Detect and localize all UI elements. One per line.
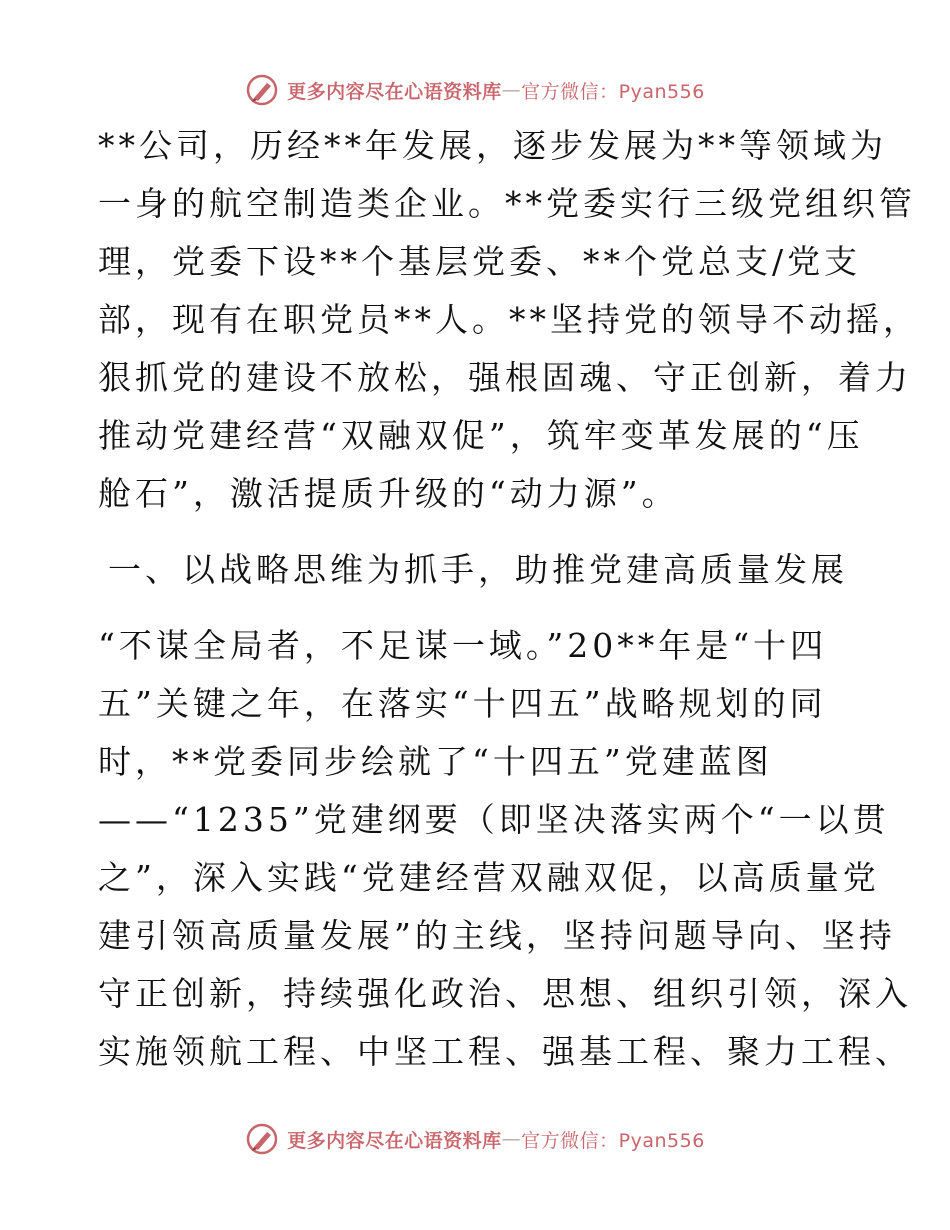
header-watermark — [0, 70, 950, 110]
paragraph-line: 狠抓党的建设不放松，强根固魂、守正创新，着力 — [98, 358, 912, 397]
paragraph-line: 时，**党委同步绘就了“十四五”党建蓝图 — [98, 742, 773, 781]
watermark-main-text: 更多内容尽在心语资料库 — [287, 1129, 502, 1152]
pen-logo-icon — [245, 73, 279, 107]
watermark-separator: — — [501, 79, 522, 101]
paragraph-line: 五”关键之年，在落实“十四五”战略规划的同 — [98, 684, 827, 723]
watermark-separator: — — [501, 1128, 522, 1150]
paragraph-line: 之”，深入实践“党建经营双融双促，以高质量党 — [98, 858, 880, 897]
paragraph-line: 舱石”，激活提质升级的“动力源”。 — [98, 474, 679, 513]
paragraph-line: 实施领航工程、中坚工程、强基工程、聚力工程、 — [98, 1032, 912, 1071]
paragraph-line: **公司，历经**年发展，逐步发展为**等领域为 — [98, 126, 887, 165]
watermark-wechat-text: 官方微信：Pyan556 — [521, 80, 705, 103]
body-paragraph — [98, 617, 912, 1081]
pen-logo-icon — [245, 1122, 279, 1156]
footer-watermark — [0, 1119, 950, 1159]
paragraph-line: 部，现有在职党员**人。**坚持党的领导不动摇， — [98, 300, 920, 339]
watermark-main-text: 更多内容尽在心语资料库 — [287, 80, 502, 103]
paragraph-line: “不谋全局者，不足谋一域。”20**年是“十四 — [98, 626, 828, 665]
paragraph-line: 推动党建经营“双融双促”，筑牢变革发展的“压 — [98, 416, 864, 455]
intro-paragraph — [98, 117, 920, 523]
paragraph-line: 理，党委下设**个基层党委、**个党总支/党支 — [98, 242, 862, 281]
watermark-wechat-text: 官方微信：Pyan556 — [521, 1129, 705, 1152]
paragraph-line: 建引领高质量发展”的主线，坚持问题导向、坚持 — [98, 916, 896, 955]
paragraph-line: 一身的航空制造类企业。**党委实行三级党组织管 — [98, 184, 916, 223]
paragraph-line: 守正创新，持续强化政治、思想、组织引领，深入 — [98, 974, 912, 1013]
paragraph-line: ——“1235”党建纲要（即坚决落实两个“一以贯 — [98, 800, 890, 839]
section-heading: 一、以战略思维为抓手，助推党建高质量发展 — [108, 550, 848, 589]
